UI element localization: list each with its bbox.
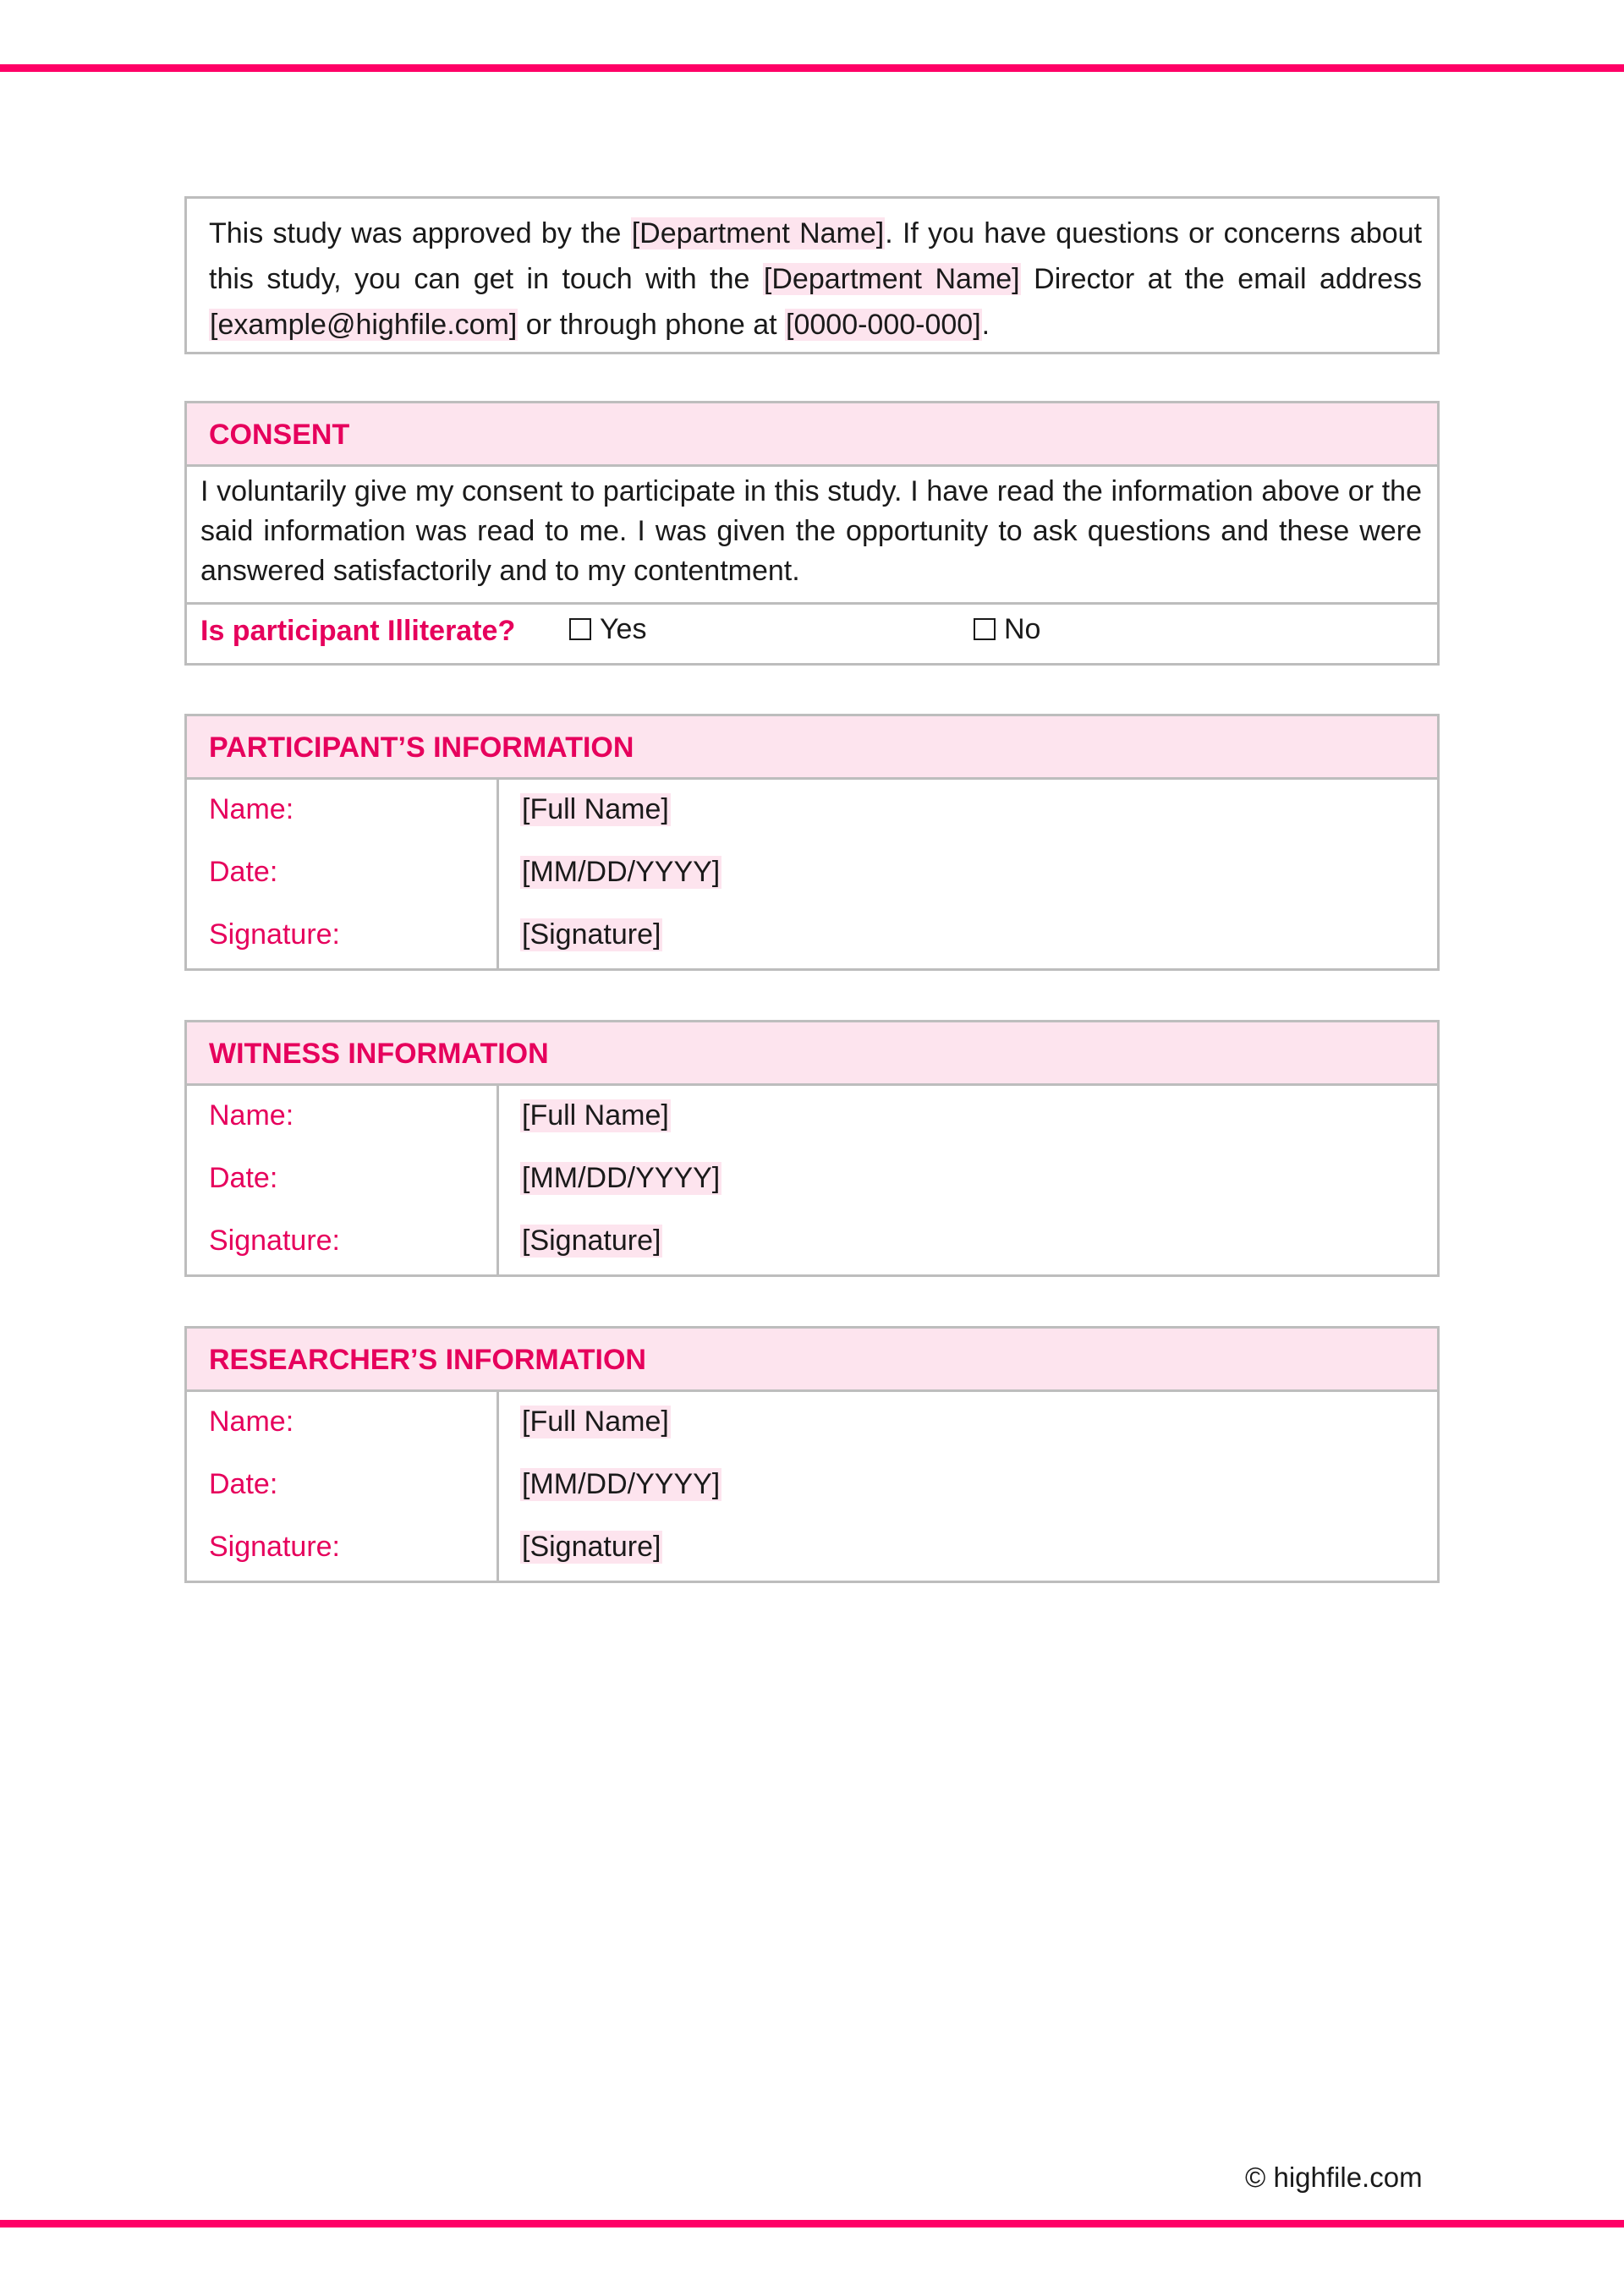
witness-name-label: Name: — [209, 1099, 294, 1132]
phone-field[interactable]: [0000-000-000] — [786, 309, 981, 341]
witness-name-row — [187, 1086, 1437, 1148]
consent-statement: I voluntarily give my consent to participate in this study. I have read the information above or the said information was read to me. I was given the opportunity to ask questions and these were answered satisfactorily and to my contentment. — [187, 467, 1437, 605]
intro-text-1: This study was approved by the — [209, 217, 631, 249]
participant-date-field[interactable]: [MM/DD/YYYY] — [522, 856, 721, 888]
department-name-field-1[interactable]: [Department Name] — [631, 217, 885, 249]
footer-copyright: © highfile.com — [1245, 2162, 1423, 2193]
researcher-info-body — [187, 1392, 1437, 1583]
researcher-info-section — [184, 1326, 1440, 1583]
intro-text-3: Director at the email address — [1020, 263, 1423, 295]
participant-info-title: PARTICIPANT’S INFORMATION — [187, 716, 1437, 780]
intro-text-4: or through phone at — [518, 309, 786, 341]
participant-signature-label: Signature: — [209, 918, 340, 951]
witness-signature-row — [187, 1211, 1437, 1274]
witness-name-field[interactable]: [Full Name] — [522, 1099, 669, 1132]
participant-date-label: Date: — [209, 856, 278, 888]
illiterate-question-row — [187, 605, 1437, 663]
illiterate-question-label: Is participant Illiterate? — [200, 615, 516, 647]
participant-info-body — [187, 780, 1437, 971]
witness-date-field[interactable]: [MM/DD/YYYY] — [522, 1162, 721, 1194]
participant-signature-row — [187, 905, 1437, 967]
researcher-date-row — [187, 1455, 1437, 1517]
researcher-name-row — [187, 1392, 1437, 1455]
witness-date-label: Date: — [209, 1162, 278, 1194]
intro-text-5: . — [981, 309, 990, 341]
researcher-signature-label: Signature: — [209, 1531, 340, 1563]
participant-signature-field[interactable]: [Signature] — [522, 918, 661, 951]
researcher-date-field[interactable]: [MM/DD/YYYY] — [522, 1468, 721, 1500]
researcher-signature-field[interactable]: [Signature] — [522, 1531, 661, 1563]
participant-name-row — [187, 780, 1437, 842]
intro-text-2: . If you have questions or concerns about this study, you can get in touch with the — [209, 217, 1423, 295]
witness-info-body — [187, 1086, 1437, 1277]
consent-section — [184, 401, 1440, 666]
witness-info-section — [184, 1020, 1440, 1277]
top-accent-rule — [0, 64, 1624, 72]
yes-label: Yes — [600, 613, 647, 645]
yes-option[interactable] — [569, 613, 646, 646]
department-name-field-2[interactable]: [Department Name] — [763, 263, 1020, 295]
researcher-date-label: Date: — [209, 1468, 278, 1500]
witness-info-title: WITNESS INFORMATION — [187, 1022, 1437, 1086]
researcher-name-label: Name: — [209, 1406, 294, 1438]
witness-signature-field[interactable]: [Signature] — [522, 1225, 661, 1257]
yes-checkbox[interactable] — [569, 618, 591, 640]
researcher-name-field[interactable]: [Full Name] — [522, 1406, 669, 1438]
consent-title: CONSENT — [187, 403, 1437, 467]
witness-signature-label: Signature: — [209, 1225, 340, 1257]
participant-name-field[interactable]: [Full Name] — [522, 793, 669, 825]
participant-info-section — [184, 714, 1440, 971]
intro-box — [184, 196, 1440, 354]
participant-name-label: Name: — [209, 793, 294, 825]
no-option[interactable] — [974, 613, 1040, 646]
participant-date-row — [187, 842, 1437, 905]
researcher-signature-row — [187, 1517, 1437, 1580]
bottom-accent-rule — [0, 2220, 1624, 2228]
researcher-info-title: RESEARCHER’S INFORMATION — [187, 1329, 1437, 1392]
witness-date-row — [187, 1148, 1437, 1211]
no-label: No — [1004, 613, 1041, 645]
email-field[interactable]: [example@highfile.com] — [210, 309, 518, 341]
no-checkbox[interactable] — [974, 618, 996, 640]
